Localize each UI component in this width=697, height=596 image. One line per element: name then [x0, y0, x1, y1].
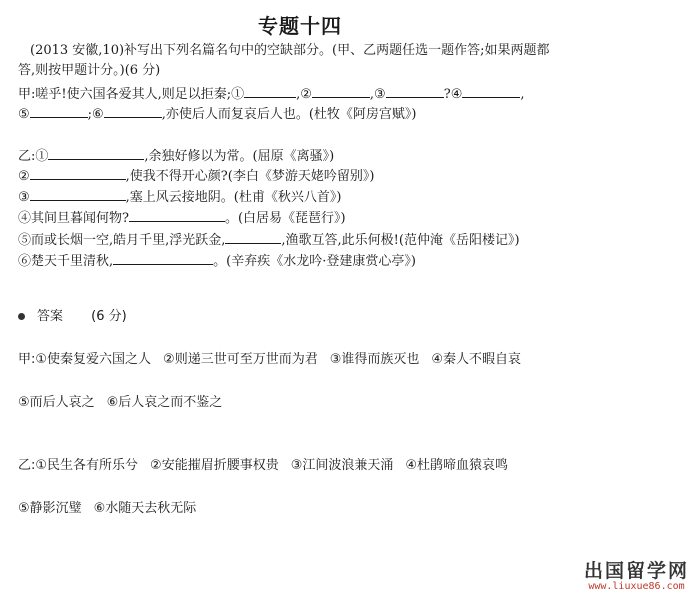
yi-line-3	[18, 187, 341, 207]
question-intro-line1: (2013 安徽,10)补写出下列名篇名句中的空缺部分。(甲、乙两题任选一题作答;如果两题都	[30, 43, 550, 58]
blank-jia-1	[244, 84, 296, 98]
answer-header-label: 答案	[37, 309, 64, 324]
answer-yi-row2	[18, 497, 208, 516]
blank-yi-1	[48, 146, 144, 160]
blank-jia-3	[386, 84, 444, 98]
blank-jia-5	[30, 104, 88, 118]
answer-points: (6 分)	[91, 309, 127, 324]
jia-text-1b: ,②	[296, 87, 312, 102]
jia-line-1	[18, 84, 524, 104]
yi-text-5b: ,渔歌互答,此乐何极!(范仲淹《岳阳楼记》)	[281, 233, 520, 248]
yi-line-2	[18, 166, 374, 186]
answer-item: 甲:①使秦复爱六国之人	[18, 352, 152, 367]
blank-jia-4	[462, 84, 520, 98]
jia-text-1e: ,	[520, 87, 525, 102]
jia-text-2b: ;⑥	[87, 107, 104, 122]
yi-text-6b: 。(辛弃疾《水龙吟·登建康赏心亭》)	[213, 254, 416, 269]
answer-jia-row1	[18, 348, 533, 367]
blank-yi-4	[129, 208, 225, 222]
blank-jia-2	[312, 84, 370, 98]
blank-yi-3	[30, 187, 126, 201]
blank-yi-5	[225, 230, 281, 244]
yi-text-1a: 乙:①	[18, 149, 49, 164]
yi-text-2b: ,使我不得开心颜?(李白《梦游天姥吟留别》)	[125, 169, 375, 184]
yi-line-1	[18, 146, 334, 166]
answer-item: ⑥后人哀之而不鉴之	[106, 395, 223, 410]
jia-line-2	[18, 104, 416, 124]
bullet-icon	[18, 313, 25, 320]
answer-item: ③江间波浪兼天涌	[290, 458, 394, 473]
yi-line-6	[18, 251, 416, 271]
answer-header	[18, 305, 139, 324]
yi-text-6a: ⑥楚天千里清秋,	[18, 254, 114, 269]
yi-text-3a: ③	[18, 190, 30, 205]
answer-item: ④秦人不暇自哀	[431, 352, 522, 367]
answer-item: 乙:①民生各有所乐兮	[18, 458, 139, 473]
answer-jia-row2	[18, 391, 234, 410]
yi-text-4a: ④其间旦暮闻何物?	[18, 211, 129, 226]
blank-jia-6	[104, 104, 162, 118]
jia-text-2a: ⑤	[18, 107, 30, 122]
yi-text-5a: ⑤而或长烟一空,皓月千里,浮光跃金,	[18, 233, 226, 248]
answer-item: ②则递三世可至万世而为君	[163, 352, 318, 367]
question-intro-line2: 答,则按甲题计分。)(6 分)	[18, 63, 161, 78]
page-title: 专题十四	[258, 14, 342, 38]
yi-text-4b: 。(白居易《琵琶行》)	[224, 211, 346, 226]
yi-text-2a: ②	[18, 169, 30, 184]
yi-line-4	[18, 208, 346, 228]
answer-item: ②安能摧眉折腰事权贵	[150, 458, 279, 473]
answer-item: ⑥水随天去秋无际	[93, 501, 197, 516]
answer-item: ⑤静影沉璧	[18, 501, 82, 516]
answer-item: ③谁得而族灭也	[329, 352, 420, 367]
yi-text-1b: ,余独好修以为常。(屈原《离骚》)	[144, 149, 335, 164]
yi-text-3b: ,塞上风云接地阴。(杜甫《秋兴八首》)	[125, 190, 342, 205]
yi-line-5	[18, 230, 520, 250]
answer-item: ⑤而后人哀之	[18, 395, 95, 410]
jia-text-1d: ?④	[443, 87, 463, 102]
answer-yi-row1	[18, 454, 520, 473]
watermark-url: www.liuxue86.com	[588, 581, 685, 592]
blank-yi-6	[113, 251, 213, 265]
blank-yi-2	[30, 166, 126, 180]
jia-text-2c: ,亦使后人而复哀后人也。(杜牧《阿房宫赋》)	[161, 107, 417, 122]
answer-item: ④杜鹃啼血猿哀鸣	[405, 458, 509, 473]
watermark	[584, 556, 689, 592]
watermark-logo: 出国留学网	[583, 560, 689, 582]
jia-text-1c: ,③	[369, 87, 386, 102]
jia-text-1a: 甲:嗟乎!使六国各爱其人,则足以拒秦;①	[18, 87, 245, 102]
